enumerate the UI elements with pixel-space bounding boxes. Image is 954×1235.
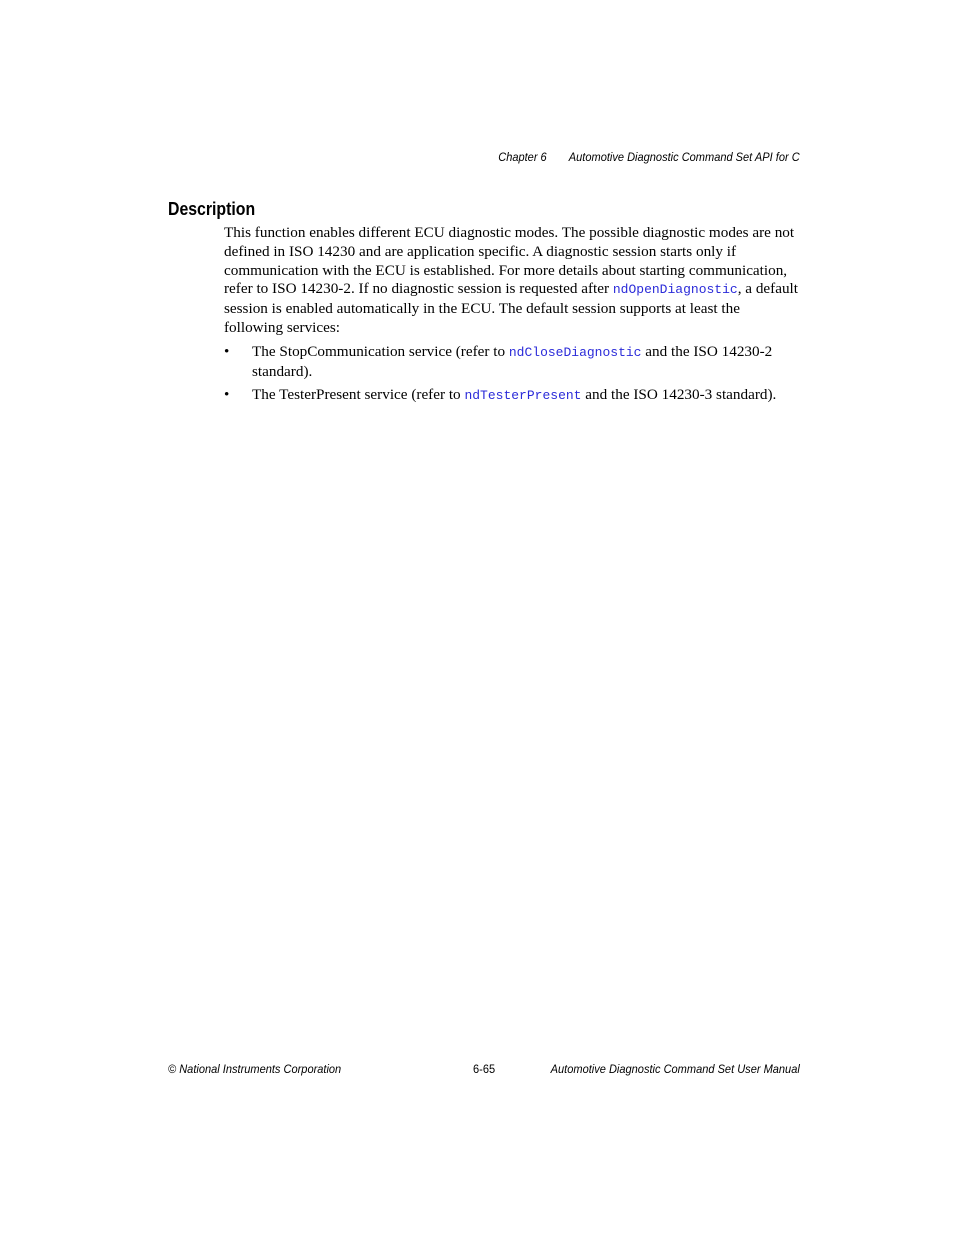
footer-manual-title: Automotive Diagnostic Command Set User Manual	[550, 1062, 800, 1076]
bullet-text-start: The StopCommunication service (refer to	[252, 343, 509, 360]
chapter-label: Chapter 6	[498, 150, 547, 164]
bullet-icon: •	[224, 386, 230, 403]
bullet-icon: •	[224, 343, 230, 360]
list-item	[224, 386, 802, 406]
running-header	[499, 150, 800, 164]
paragraph-text-start: This function enables different ECU diagnostic modes. The possible diagnostic modes are not defined in ISO 14230 and are application specific. A diagnostic session starts only if communication with the ECU is established. For more details about starting communication, refer to ISO 14230-2. If no diagnostic session is requested after	[224, 224, 795, 298]
link-ndtesterpresent[interactable]: ndTesterPresent	[464, 388, 582, 403]
footer-copyright: © National Instruments Corporation	[168, 1062, 342, 1076]
section-heading: Description	[168, 199, 256, 219]
link-ndopendiagnostic[interactable]: ndOpenDiagnostic	[612, 282, 738, 298]
bullet-text-start: The TesterPresent service (refer to	[252, 386, 465, 403]
link-ndclosediagnostic[interactable]: ndCloseDiagnostic	[508, 345, 642, 360]
chapter-title: Automotive Diagnostic Command Set API for C	[569, 150, 800, 164]
paragraph-text-end: , a default session is enabled automatically in the ECU. The default session supports at least the following services:	[224, 280, 799, 336]
description-paragraph	[224, 224, 802, 338]
services-list-item-2	[224, 386, 802, 406]
list-item	[224, 343, 802, 382]
footer-page-number: 6-65	[473, 1062, 496, 1076]
services-list-item-1	[224, 343, 802, 382]
bullet-text-end: and the ISO 14230-2 standard).	[252, 343, 773, 380]
bullet-text-end: and the ISO 14230-3 standard).	[581, 386, 777, 403]
